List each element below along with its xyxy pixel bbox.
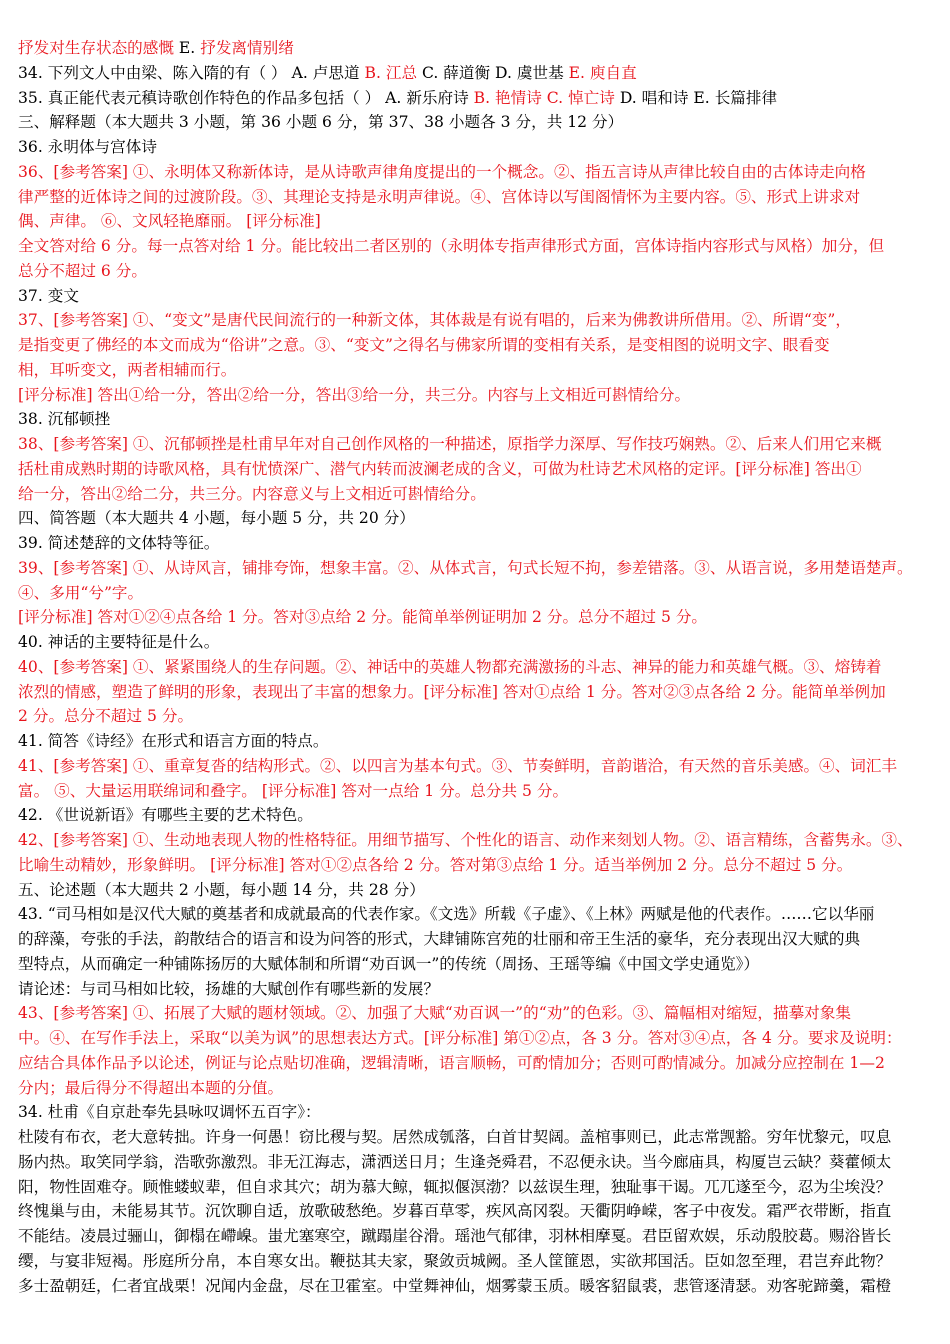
text-line [18,803,928,828]
text-line [18,1051,928,1076]
text-line [18,853,928,878]
question-text: E. [173,39,201,57]
question-text: 37. 变文 [18,286,79,305]
question-text: 多士盈朝廷，仁者宜战栗！况闻内金盘，尽在卫霍室。中堂舞神仙，烟雾蒙玉质。暖客貂鼠裘，悲管逐清瑟。劝客驼蹄羹，霜橙 [18,1276,892,1295]
text-line [18,581,928,606]
answer-text: 抒发对生存状态的感慨 [18,39,174,57]
text-line [18,531,928,556]
text-line [18,680,928,705]
answer-text: 42、[参考答案] ①、生动地表现人物的性格特征。用细节描写、个性化的语言、动作来刻划人物。②、语言精练，含蓄隽永。③、 [18,831,913,849]
text-line [18,977,928,1002]
answer-text: 中。④、在写作手法上，采取“以美为讽”的思想表达方式。[评分标准] 第①②点，各 3 分。答对③④点，各 4 分。要求及说明： [18,1029,902,1047]
answer-text: 应结合具体作品予以论述，例证与论点贴切准确，逻辑清晰，语言顺畅，可酌情加分；否则可酌情减分。加减分应控制在 1—2 [18,1053,885,1072]
answer-text: 分内；最后得分不得超出本题的分值。 [18,1078,284,1097]
question-text: 杜陵有布衣，老大意转拙。许身一何愚！窃比稷与契。居然成瓠落，白首甘契阔。盖棺事则已，此志常觊豁。穷年忧黎元，叹息 [18,1128,892,1146]
question-text: 型特点，从而确定一种铺陈扬厉的大赋体制和所谓“劝百讽一”的传统（周扬、王瑶等编《中国文学史通览》） [18,954,760,973]
answer-text: 富。 ⑤、大量运用联绵词和叠字。 [评分标准] 答对一点给 1 分。总分共 5 分。 [18,781,569,800]
text-line [18,506,928,531]
text-line [18,86,928,111]
question-text: 请论述：与司马相如比较，扬雄的大赋创作有哪些新的发展？ [18,979,440,998]
text-line [18,1175,928,1200]
answer-text: 38、[参考答案] ①、沉郁顿挫是杜甫早年对自己创作风格的一种描述，原指学力深厚、写作技巧娴熟。②、后来人们用它来概 [18,435,882,453]
text-line [18,432,928,457]
answer-text: 律严整的近体诗之间的过渡阶段。③、其理论支持是永明声律说。④、宫体诗以写闺阁情怀为主要内容。⑤、形式上讲求对 [18,187,861,206]
question-text: 35. 真正能代表元稹诗歌创作特色的作品多包括（ ） A. 新乐府诗 [18,88,474,107]
answer-text: B. 艳情诗 [473,88,542,107]
text-line [18,407,928,432]
question-text: C. 薛道衡 D. 虞世基 [417,63,569,82]
text-line [18,1249,928,1274]
text-line [18,160,928,185]
text-line [18,1001,928,1026]
text-line [18,952,928,977]
question-text: 肠内热。取笑同学翁，浩歌弥激烈。非无江海志，潇洒送日月；生逢尧舜君，不忍便永诀。当今廊庙具，构厦岂云缺？葵藿倾太 [18,1152,892,1171]
answer-text: 41、[参考答案] ①、重章复沓的结构形式。②、以四言为基本句式。③、节奏鲜明，音韵谐洽，有天然的音乐美感。④、词汇丰 [18,756,898,775]
text-line [18,209,928,234]
text-line [18,284,928,309]
text-line [18,704,928,729]
text-line [18,61,928,86]
answer-text: 37、[参考答案] ①、“变文”是唐代民间流行的一种新文体，其体裁是有说有唱的，后来为佛教讲所借用。②、所谓“变”， [18,311,851,330]
answer-text: 40、[参考答案] ①、紧紧围绕人的生存问题。②、神话中的英雄人物都充满激扬的斗志、神异的能力和英雄气概。③、熔铸着 [18,657,882,676]
answer-text: 浓烈的情感，塑造了鲜明的形象，表现出了丰富的想象力。[评分标准] 答对①点给 1 分。答对②③点各给 2 分。能简单举例加 [18,682,886,701]
answer-text: [评分标准] 答对①②④点各给 1 分。答对③点给 2 分。能简单举例证明加 2 分。总分不超过 5 分。 [18,608,708,627]
answer-text: 是指变更了佛经的本文而成为“俗讲”之意。③、“变文”之得名与佛家所谓的变相有关系，是变相图的说明文字、眼看变 [18,336,830,354]
question-text: 阳，物性固难夺。顾惟蝼蚁辈，但自求其穴；胡为慕大鲸，辄拟偃溟渤？以兹误生理，独耻事干谒。兀兀遂至今，忍为尘埃没？ [18,1177,892,1196]
answer-text: B. 江总 [364,63,418,82]
text-line [18,1224,928,1249]
text-line [18,729,928,754]
answer-text: 比喻生动精妙，形象鲜明。 [评分标准] 答对①②点各给 2 分。答对第③点给 1 分。适当举例加 2 分。总分不超过 5 分。 [18,855,853,874]
answer-text: 偶、声律。 ⑥、文风轻艳靡丽。 [评分标准] [18,212,321,231]
text-line [18,259,928,284]
text-line [18,135,928,160]
text-line [18,308,928,333]
answer-text: 总分不超过 6 分。 [18,261,147,280]
answer-text: 括杜甫成熟时期的诗歌风格，具有忧愤深广、潜气内转而波澜老成的含义，可做为杜诗艺术风格的定评。[评分标准] 答出① [18,459,862,478]
answer-text: ④、多用“兮”字。 [18,583,144,602]
text-line [18,383,928,408]
answer-text: 相，耳听变文，两者相辅而行。 [18,360,237,379]
text-line [18,1076,928,1101]
text-line [18,605,928,630]
text-line [18,1026,928,1051]
question-text: 三、解释题（本大题共 3 小题，第 36 小题 6 分，第 37、38 小题各 3 分，共 12 分） [18,113,624,132]
text-line [18,556,928,581]
text-line [18,234,928,259]
text-line [18,1100,928,1125]
question-text: 34. 下列文人中由梁、陈入隋的有（ ） A. 卢思道 [18,63,365,82]
text-line [18,927,928,952]
text-line [18,902,928,927]
text-line [18,1150,928,1175]
text-line [18,36,928,61]
answer-text: 39、[参考答案] ①、从诗风言，铺排夸饰，想象丰富。②、从体式言，句式长短不拘，参差错落。③、从语言说，多用楚语楚声。 [18,558,913,577]
text-line [18,878,928,903]
answer-text: 43、[参考答案] ①、拓展了大赋的题材领域。②、加强了大赋“劝百讽一”的“劝”的色彩。③、篇幅相对缩短，描摹对象集 [18,1004,851,1023]
question-text: 34. 杜甫《自京赴奉先县咏叹调怀五百字》： [18,1103,321,1122]
question-text: 不能结。凌晨过骊山，御榻在嵽嵲。蚩尤塞寒空，蹴蹋崖谷滑。瑶池气郁律，羽林相摩戛。君臣留欢娱，乐动殷胶葛。赐浴皆长 [18,1227,892,1245]
text-line [18,754,928,779]
text-line [18,482,928,507]
text-line [18,358,928,383]
text-line [18,333,928,358]
answer-text: 抒发离情别绪 [200,39,294,57]
question-text: 缨，与宴非短褐。彤庭所分帛，本自寒女出。鞭挞其夫家，聚敛贡城阙。圣人筐篚恩，实欲邦国活。臣如忽至理，君岂弃此物？ [18,1251,892,1270]
question-text: D. 唱和诗 E. 长篇排律 [614,88,778,107]
answer-text: 2 分。总分不超过 5 分。 [18,707,194,726]
answer-text: 全文答对给 6 分。每一点答对给 1 分。能比较出二者区别的（永明体专指声律形式方面，宫体诗指内容形式与风格）加分，但 [18,237,885,255]
text-line [18,828,928,853]
question-text: 43. “司马相如是汉代大赋的奠基者和成就最高的代表作家。《文选》所载《子虚》、《上林》两赋是他的代表作。……它以华丽 [18,905,875,924]
question-text: 40. 神话的主要特征是什么。 [18,633,220,651]
question-text: 四、简答题（本大题共 4 小题，每小题 5 分，共 20 分） [18,509,415,528]
answer-text: C. 悼亡诗 [546,88,615,107]
answer-text: [评分标准] 答出①给一分，答出②给一分，答出③给一分，共三分。内容与上文相近可斟情给分。 [18,385,691,404]
answer-text: E. 庾自直 [568,63,637,82]
text-line [18,110,928,135]
text-line [18,1125,928,1150]
question-text: 42. 《世说新语》有哪些主要的艺术特色。 [18,806,313,825]
text-line [18,1274,928,1299]
question-text: 的辞藻，夸张的手法，韵散结合的语言和设为问答的形式，大肆铺陈宫苑的壮丽和帝王生活的豪华，充分表现出汉大赋的典 [18,930,861,948]
text-line [18,185,928,210]
question-text: 终愧巢与由，未能易其节。沉饮聊自适，放歌破愁绝。岁暮百草零，疾风高冈裂。天衢阴峥嵘，客子中夜发。霜严衣带断，指直 [18,1202,892,1221]
text-line [18,779,928,804]
answer-text: 给一分，答出②给二分，共三分。内容意义与上文相近可斟情给分。 [18,484,486,503]
question-text: 五、论述题（本大题共 2 小题，每小题 14 分，共 28 分） [18,880,425,899]
text-line [18,655,928,680]
text-line [18,457,928,482]
question-text: 41. 简答《诗经》在形式和语言方面的特点。 [18,732,329,750]
question-text: 39. 简述楚辞的文体特等征。 [18,534,220,552]
answer-text: 36、[参考答案] ①、永明体又称新体诗，是从诗歌声律角度提出的一个概念。②、指五言诗从声律比较自由的古体诗走向格 [18,162,866,181]
question-text: 36. 永明体与宫体诗 [18,138,157,156]
question-text: 38. 沉郁顿挫 [18,410,111,429]
text-line [18,630,928,655]
text-line [18,1199,928,1224]
